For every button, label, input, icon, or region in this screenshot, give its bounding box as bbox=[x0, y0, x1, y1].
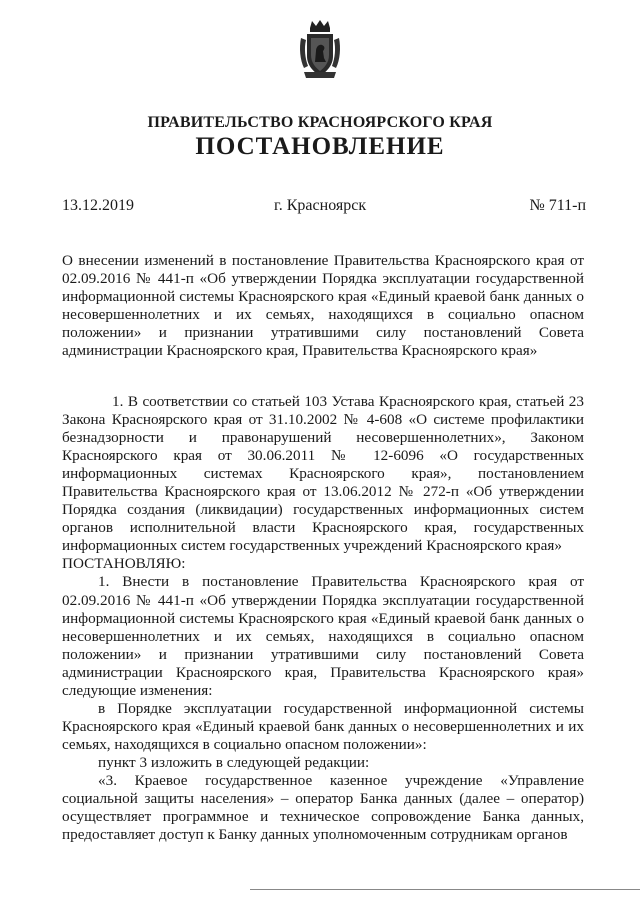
decree-line: ПОСТАНОВЛЯЮ: bbox=[62, 555, 186, 573]
point-3-heading: пункт 3 изложить в следующей редакции: bbox=[98, 753, 370, 771]
point-3-text: «3. Краевое государственное казенное учреждение «Управление социальной защиты населения» – оператор Банка данных (далее – оператор) осуществляет программное и техническое сопровождение Банка данных, предоставляет доступ к Банку данных уполномоченным сотрудникам органов bbox=[62, 771, 584, 844]
document-type-title: ПОСТАНОВЛЕНИЕ bbox=[195, 133, 445, 160]
krasnoyarsk-coat-of-arms-icon bbox=[298, 18, 342, 80]
item-1-paragraph: 1. Внести в постановление Правительства Красноярского края от 02.09.2016 № 441-п «Об утверждении Порядка эксплуатации государственной информационной системы Красноярского края «Единый краевой банк данных о несовершеннолетних и их семьях, находящихся в социально опасном положении» и признании утратившими силу постановлений Совета администрации Красноярского края, Правительства Красноярского края» следующие изменения: bbox=[62, 573, 584, 699]
document-subject bbox=[62, 252, 584, 360]
bottom-divider bbox=[250, 889, 640, 890]
document-body bbox=[62, 393, 584, 844]
government-title: ПРАВИТЕЛЬСТВО КРАСНОЯРСКОГО КРАЯ bbox=[147, 114, 493, 131]
preamble-paragraph: 1. В соответствии со статьей 103 Устава Красноярского края, статьей 23 Закона Красноярского края от 31.10.2002 № 4-608 «О системе профилактики безнадзорности и правонарушений несовершеннолетних», Законом Красноярского края от 30.06.2011 № 12-6096 «О государственных информационных системах Красноярского края», постановлением Правительства Красноярского края от 13.06.2012 № 272-п «Об утверждении Порядка создания (ликвидации) государственных информационных систем органов исполнительной власти Красноярского края, государственных информационных систем государственных учреждений Красноярского края» bbox=[62, 393, 584, 555]
document-number: № 711-п bbox=[529, 197, 586, 214]
subject-text: О внесении изменений в постановление Правительства Красноярского края от 02.09.2016 № 441-п «Об утверждении Порядка эксплуатации государственной информационной системы Красноярского края «Единый краевой банк данных о несовершеннолетних и их семьях, находящихся в социально опасном положении» и признании утратившими силу постановлений Совета администрации Красноярского края, Правительства Красноярского края» bbox=[62, 252, 584, 360]
document-meta-row bbox=[62, 197, 586, 217]
document-city: г. Красноярск bbox=[274, 197, 367, 214]
order-intro-paragraph: в Порядке эксплуатации государственной информационной системы Красноярского края «Единый краевой банк данных о несовершеннолетних и их семьях, находящихся в социально опасном положении»: bbox=[62, 699, 584, 753]
document-date: 13.12.2019 bbox=[62, 197, 134, 214]
